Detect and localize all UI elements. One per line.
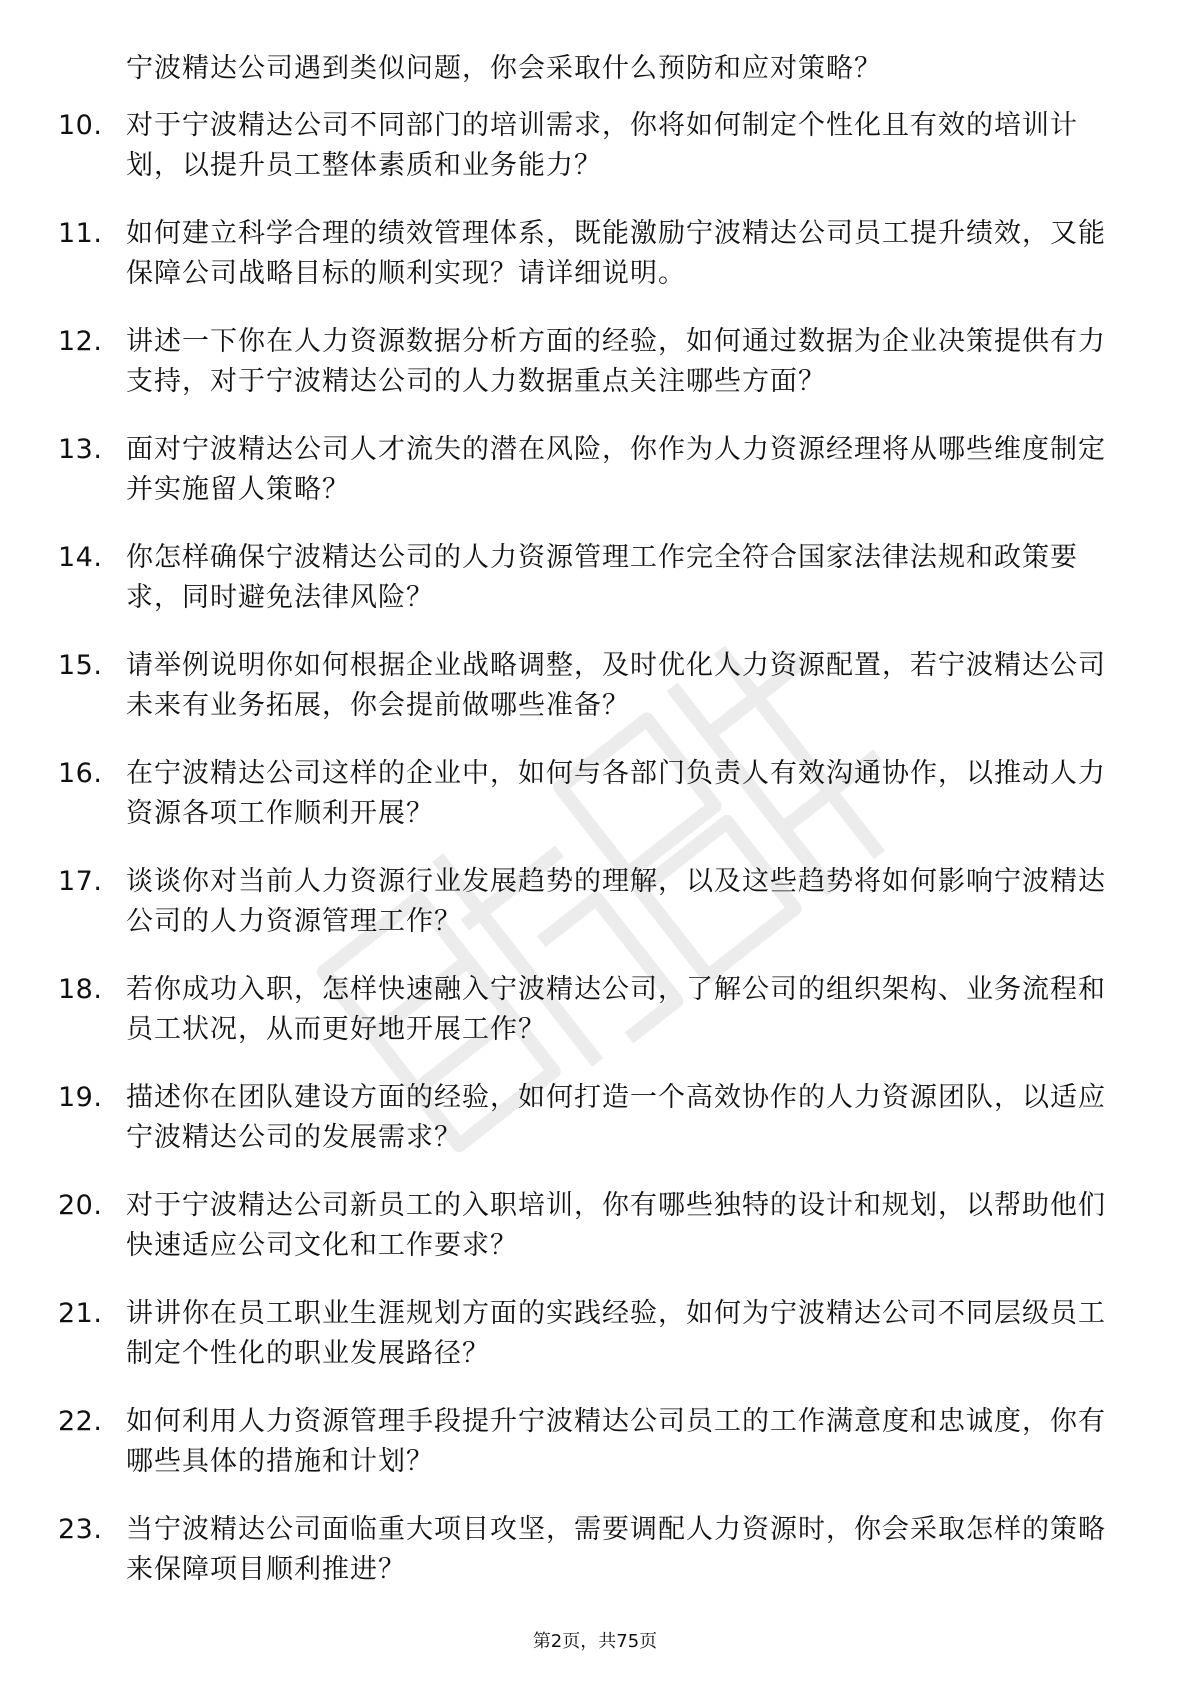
question-text: 若你成功入职，怎样快速融入宁波精达公司，了解公司的组织架构、业务流程和员工状况，从而更好地开展工作？: [126, 974, 1106, 1045]
question-number: 18.: [58, 974, 103, 1005]
question-text: 对于宁波精达公司新员工的入职培训，你有哪些独特的设计和规划，以帮助他们快速适应公司文化和工作要求？: [126, 1190, 1106, 1261]
question-item: [0, 754, 1190, 834]
question-number: 11.: [58, 218, 103, 249]
question-item: [0, 430, 1190, 510]
question-item: [0, 1402, 1190, 1482]
question-item: [0, 322, 1190, 402]
page-footer: 第2页，共75页: [532, 1631, 658, 1652]
question-list: [0, 106, 1190, 1618]
question-item: [0, 1078, 1190, 1158]
question-item: [0, 1186, 1190, 1266]
question-number: 17.: [58, 866, 103, 897]
question-number: 23.: [58, 1514, 103, 1545]
question-number: 21.: [58, 1298, 103, 1329]
question-item: [0, 1294, 1190, 1374]
question-number: 10.: [58, 110, 103, 141]
question-text: 讲讲你在员工职业生涯规划方面的实践经验，如何为宁波精达公司不同层级员工制定个性化的职业发展路径？: [126, 1298, 1106, 1369]
continuation-text: 宁波精达公司遇到类似问题，你会采取什么预防和应对策略？: [126, 53, 882, 84]
question-number: 20.: [58, 1190, 103, 1221]
question-item: [0, 1510, 1190, 1590]
question-text: 当宁波精达公司面临重大项目攻坚，需要调配人力资源时，你会采取怎样的策略来保障项目顺利推进？: [126, 1514, 1106, 1585]
question-number: 22.: [58, 1406, 103, 1437]
question-item: [0, 970, 1190, 1050]
question-text: 你怎样确保宁波精达公司的人力资源管理工作完全符合国家法律法规和政策要求，同时避免法律风险？: [126, 542, 1078, 613]
question-text: 谈谈你对当前人力资源行业发展趋势的理解，以及这些趋势将如何影响宁波精达公司的人力资源管理工作？: [126, 866, 1106, 937]
question-number: 19.: [58, 1082, 103, 1113]
question-text: 如何利用人力资源管理手段提升宁波精达公司员工的工作满意度和忠诚度，你有哪些具体的措施和计划？: [126, 1406, 1106, 1477]
question-text: 如何建立科学合理的绩效管理体系，既能激励宁波精达公司员工提升绩效，又能保障公司战略目标的顺利实现？请详细说明。: [126, 218, 1106, 289]
question-text: 讲述一下你在人力资源数据分析方面的经验，如何通过数据为企业决策提供有力支持，对于宁波精达公司的人力数据重点关注哪些方面？: [126, 326, 1106, 397]
question-text: 描述你在团队建设方面的经验，如何打造一个高效协作的人力资源团队，以适应宁波精达公司的发展需求？: [126, 1082, 1106, 1153]
question-item: [0, 106, 1190, 186]
question-item: [0, 214, 1190, 294]
question-number: 12.: [58, 326, 103, 357]
question-text: 在宁波精达公司这样的企业中，如何与各部门负责人有效沟通协作，以推动人力资源各项工作顺利开展？: [126, 758, 1106, 829]
question-number: 16.: [58, 758, 103, 789]
question-number: 13.: [58, 434, 103, 465]
question-number: 15.: [58, 650, 103, 681]
question-number: 14.: [58, 542, 103, 573]
question-text: 面对宁波精达公司人才流失的潜在风险，你作为人力资源经理将从哪些维度制定并实施留人策略？: [126, 434, 1106, 505]
question-item: [0, 538, 1190, 618]
question-item: [0, 646, 1190, 726]
question-item: [0, 862, 1190, 942]
question-text: 对于宁波精达公司不同部门的培训需求，你将如何制定个性化且有效的培训计划，以提升员工整体素质和业务能力？: [126, 110, 1078, 181]
question-text: 请举例说明你如何根据企业战略调整，及时优化人力资源配置，若宁波精达公司未来有业务拓展，你会提前做哪些准备？: [126, 650, 1106, 721]
